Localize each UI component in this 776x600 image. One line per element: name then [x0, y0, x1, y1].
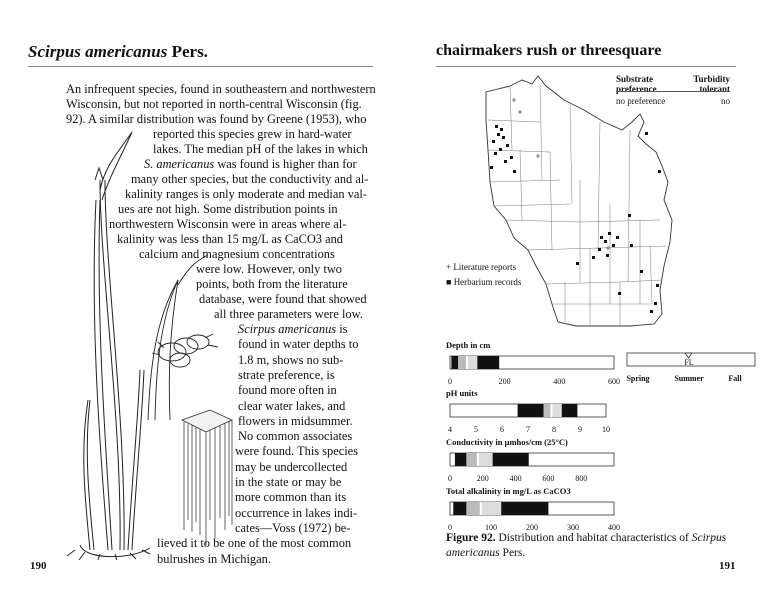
tick-label: 600 [542, 474, 555, 483]
median-q3-box [551, 404, 561, 417]
title-species: Scirpus americanus [28, 42, 168, 61]
box-plot [448, 353, 616, 373]
text-line: An infrequent species, found in southeastern and northwestern [66, 82, 376, 96]
whisker-low-bar [455, 453, 466, 466]
tick-label: 9 [578, 425, 582, 434]
caption-end: Pers. [499, 547, 526, 559]
wisconsin-distribution-map [480, 70, 680, 332]
text-line: kalinity was less than 15 mg/L as CaCO3 and [117, 232, 343, 246]
text-line: were low. However, only two [196, 262, 342, 276]
text-line: all three parameters were low. [214, 307, 363, 321]
right-title-rule [436, 66, 736, 67]
whisker-high-bar [501, 502, 548, 515]
tick-label: 600 [608, 377, 620, 386]
right-page-number: 191 [719, 560, 736, 572]
tick-label: 800 [575, 474, 588, 483]
chart-title: pH units [446, 388, 478, 398]
flowering-label: FL [684, 358, 694, 367]
text-line: clear water lakes, and [238, 398, 346, 413]
turbidity-value: no [721, 96, 730, 106]
caption-text: Distribution and habitat characteristics of [495, 532, 692, 544]
text-line: kalinity ranges is only moderate and median val- [125, 187, 367, 201]
text-line: S. americanus was found is higher than for [144, 157, 357, 171]
tick-label: 10 [602, 425, 610, 434]
box-plot [448, 499, 616, 519]
whisker-high-bar [562, 404, 578, 417]
whisker-low-bar [451, 356, 458, 369]
tick-label: 200 [498, 377, 511, 386]
text-line: Scirpus americanus is [238, 322, 348, 336]
plus-icon: + [446, 262, 454, 272]
tick-label: 0 [448, 377, 452, 386]
tick-label: 200 [476, 474, 489, 483]
tick-label: 400 [553, 377, 566, 386]
tick-label: 400 [509, 474, 522, 483]
text-line: Wisconsin, but not reported in north-central Wisconsin (fig. [66, 97, 362, 111]
text-line: cates—Voss (1972) be- [235, 520, 351, 535]
text-line: occurrence in lakes indi- [235, 505, 358, 520]
text-line: calcium and magnesium concentrations [139, 247, 335, 261]
q1-median-box [458, 356, 467, 369]
text-line: may be undercollected [235, 459, 348, 474]
figure-caption [446, 531, 736, 561]
whisker-low-bar [518, 404, 544, 417]
legend-literature-label: Literature reports [453, 262, 517, 272]
q1-median-box [544, 404, 552, 417]
left-page-number: 190 [30, 560, 47, 572]
substrate-value: no preference [616, 96, 666, 106]
tick-label: 8 [552, 425, 556, 434]
box-plot [448, 401, 608, 421]
text-line: more common than its [235, 490, 347, 505]
text-line: database, were found that showed [199, 292, 367, 306]
substrate-header-line2: preference [616, 84, 657, 94]
left-page-title [28, 42, 208, 62]
median-q3-box [481, 502, 502, 515]
text-line: lieved it to be one of the most common [157, 536, 352, 551]
left-title-rule [28, 66, 373, 67]
caption-species: Scirpus americanus [446, 532, 727, 559]
text-line: bulrushes in Michigan. [157, 551, 271, 566]
text-line: strate preference, is [238, 367, 335, 382]
median-q3-box [478, 453, 493, 466]
text-line: flowers in midsummer. [238, 413, 353, 428]
whisker-high-bar [477, 356, 499, 369]
legend-herbarium-label: Herbarium records [453, 277, 522, 287]
turbidity-header-line2: tolerant [699, 84, 730, 94]
tick-label: 300 [567, 523, 579, 532]
substrate-header-line1: Substrate [616, 74, 654, 84]
text-line: ues are not high. Some distribution points in [118, 202, 338, 216]
turbidity-header-line1: Turbidity [693, 74, 730, 84]
text-line: 92). A similar distribution was found by Greene (1953), who [66, 112, 367, 126]
tick-label: 400 [608, 523, 620, 532]
plant-illustration [60, 120, 240, 560]
text-line: found in water depths to [238, 337, 359, 352]
whisker-high-bar [493, 453, 529, 466]
tick-label: 100 [485, 523, 497, 532]
literature-points [512, 98, 610, 250]
state-outline [486, 76, 672, 326]
chart-title: Depth in cm [446, 340, 491, 350]
text-line: points, both from the literature [196, 277, 348, 291]
season-label: Spring [626, 374, 650, 383]
season-label: Fall [728, 374, 742, 383]
right-page-title: chairmakers rush or threesquare [436, 42, 662, 59]
text-line: No common associates [238, 429, 353, 444]
text-line: northwestern Wisconsin were in areas where al- [109, 217, 347, 231]
whisker-low-bar [453, 502, 466, 515]
tick-label: 6 [500, 425, 504, 434]
text-line: in the state or may be [235, 475, 342, 489]
season-label: Summer [674, 374, 704, 383]
tick-label: 5 [474, 425, 478, 434]
median-q3-box [467, 356, 477, 369]
q1-median-box [466, 453, 477, 466]
tick-label: 200 [526, 523, 538, 532]
legend-herbarium [446, 277, 521, 287]
caption-figure-label: Figure 92. [446, 532, 496, 544]
box-plot [448, 450, 616, 470]
title-author: Pers. [171, 42, 208, 61]
tick-label: 0 [448, 474, 452, 483]
text-line: lakes. The median pH of the lakes in which [153, 142, 368, 156]
text-line: many other species, but the conductivity and al- [131, 172, 369, 186]
legend-literature [446, 262, 516, 272]
square-icon: ■ [446, 277, 454, 287]
tick-label: 0 [448, 523, 452, 532]
text-line: were found. This species [235, 444, 358, 459]
chart-title: Conductivity in µmhos/cm (25°C) [446, 437, 568, 447]
text-line: found more often in [238, 383, 337, 398]
text-line: 1.8 m, shows no sub- [238, 352, 344, 367]
tick-label: 7 [526, 425, 530, 434]
chart-title: Total alkalinity in mg/L as CaCO3 [446, 486, 571, 496]
q1-median-box [466, 502, 480, 515]
text-line: reported this species grew in hard-water [153, 127, 352, 141]
tick-label: 4 [448, 425, 452, 434]
